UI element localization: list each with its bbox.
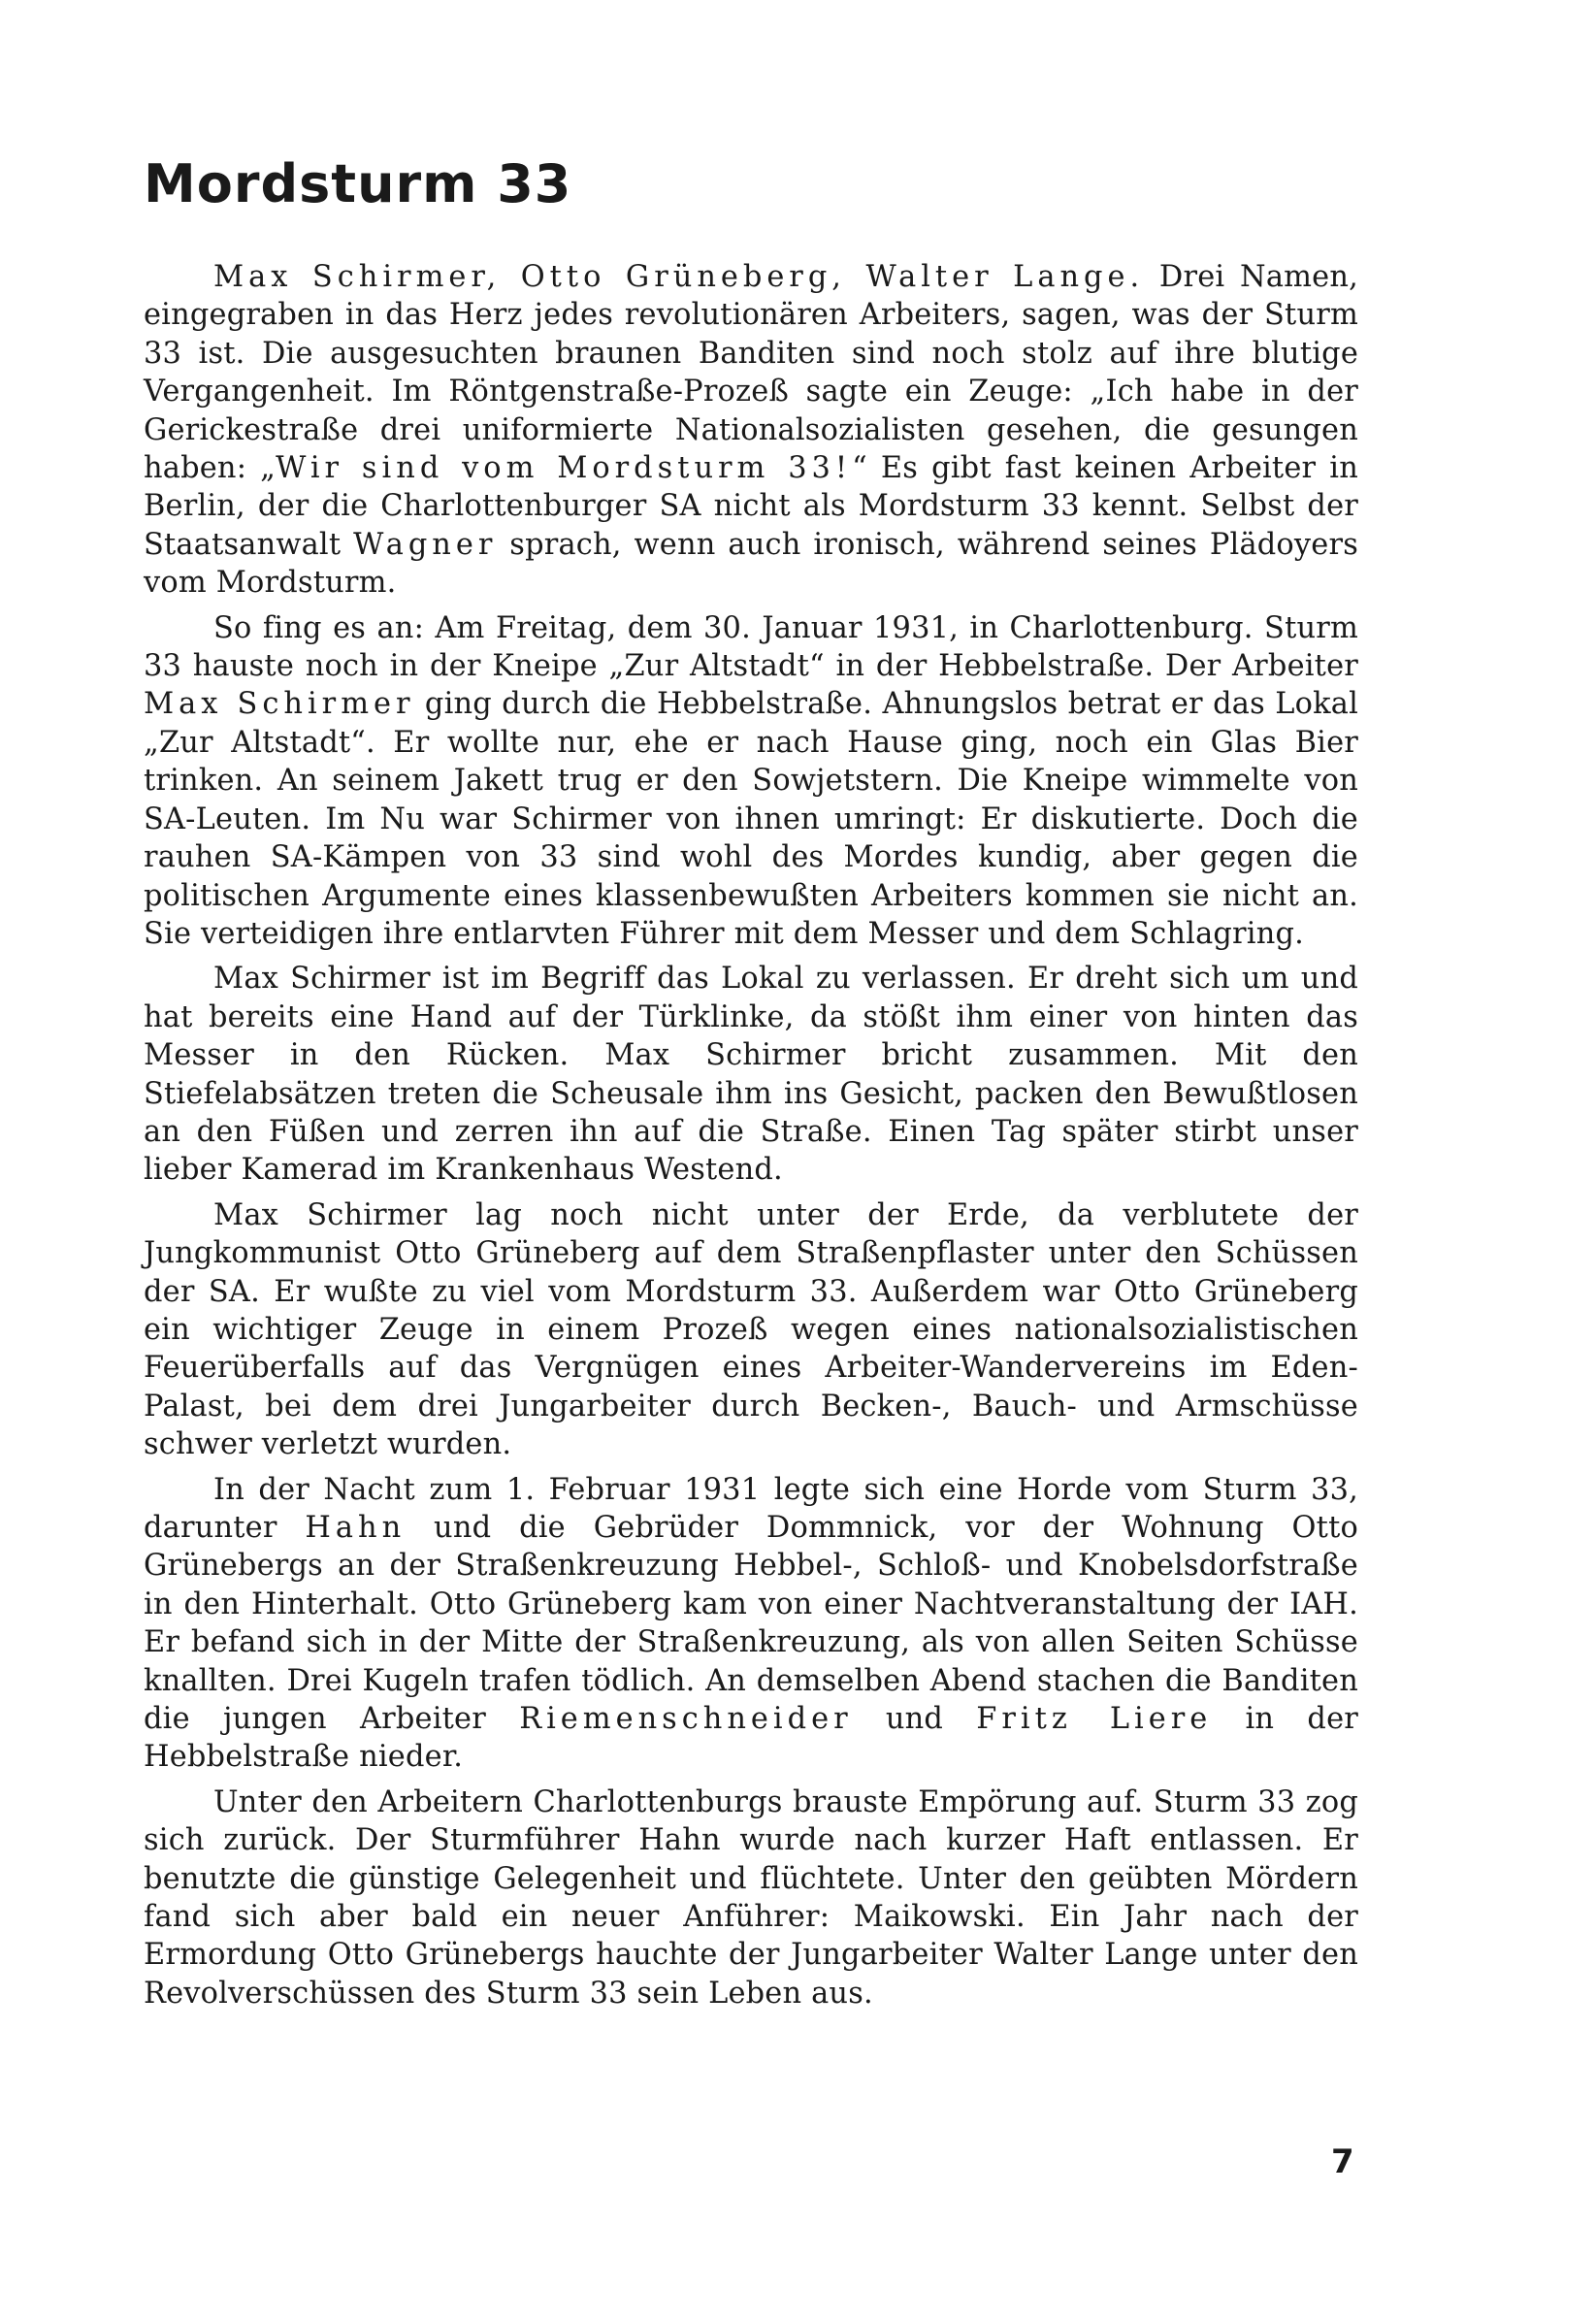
text-segment: in der Hebbelstraße nieder. <box>144 1702 1359 1775</box>
page-number: 7 <box>1331 2143 1354 2181</box>
page-title: Mordsturm 33 <box>144 153 572 214</box>
spaced-name-hahn: Hahn <box>305 1511 407 1545</box>
paragraph-1 <box>144 258 1358 603</box>
paragraph-5 <box>144 1471 1358 1777</box>
text-segment: Max Schirmer ist im Begriff das Lokal zu verlassen. Er dreht sich um und hat bereits eine Hand auf der Türklinke, da stößt ihm einer von hinten das Messer in den Rücken. Max Schirmer bricht zusammen. Mit den Stiefelabsätzen treten die Scheusale ihm ins Gesicht, packen den Bewußtlosen an den Füßen und zerren ihn auf die Straße. Einen Tag später stirbt unser lieber Kamerad im Krankenhaus Westend. <box>144 962 1358 1188</box>
spaced-name-liere: Fritz Liere <box>976 1702 1213 1737</box>
spaced-name-schirmer: Max Schirmer <box>144 687 415 722</box>
text-segment: sprach, wenn auch ironisch, während seines Plädoyers vom Mordsturm. <box>144 527 1358 601</box>
spaced-name-riemenschneider: Riemenschneider <box>519 1702 853 1737</box>
text-segment: Unter den Arbeitern Charlottenburgs brauste Empörung auf. Sturm 33 zog sich zurück. Der Sturmführer Hahn wurde nach kurzer Haft entlassen. Er benutzte die günstige Gelegenheit und flüchtete. Unter den geübten Mördern fand sich aber bald ein neuer Anführer: Maikowski. Ein Jahr nach der Ermordung Otto Grünebergs hauchte der Jungarbeiter Walter Lange unter den Revolverschüssen des Sturm 33 sein Leben aus. <box>144 1784 1358 2011</box>
text-segment: und die Gebrüder Dommnick, vor der Wohnung Otto Grünebergs an der Straßenkreuzung Hebbel-, Schloß- und Knobelsdorfstraße in den Hinterhalt. Otto Grüneberg kam von einer Nachtveranstaltung der IAH. Er befand sich in der Mitte der Straßenkreuzung, als von allen Seiten Schüsse knallten. Drei Kugeln trafen tödlich. An demselben Abend stachen die Banditen die jungen Arbeiter <box>144 1511 1358 1737</box>
paragraph-3 <box>144 960 1358 1189</box>
spaced-names: Max Schirmer, Otto Grüneberg, Walter Lange. <box>213 260 1145 294</box>
spaced-name-wagner: Wagner <box>353 527 498 562</box>
text-segment: In der Nacht zum 1. Februar 1931 legte sich eine Horde vom Sturm 33, darunter <box>144 1472 1358 1545</box>
paragraph-4 <box>144 1196 1358 1464</box>
article-body <box>144 258 1358 2012</box>
paragraph-6 <box>144 1783 1358 2012</box>
text-segment: Max Schirmer lag noch nicht unter der Erde, da verblutete der Jungkommunist Otto Grüneberg auf dem Straßenpflaster unter den Schüssen der SA. Er wußte zu viel vom Mordsturm 33. Außerdem war Otto Grüneberg ein wichtiger Zeuge in einem Prozeß wegen eines nationalsozialistischen Feuerüberfalls auf das Vergnügen eines Arbeiter-Wandervereins im Eden-Palast, bei dem drei Jungarbeiter durch Becken-, Bauch- und Armschüsse schwer verletzt wurden. <box>144 1197 1358 1462</box>
text-segment: und <box>852 1702 977 1737</box>
text-segment: So fing es an: Am Freitag, dem 30. Januar 1931, in Charlottenburg. Sturm 33 hauste noch in der Kneipe „Zur Altstadt“ in der Hebbelstraße. Der Arbeiter <box>144 610 1358 684</box>
text-segment: Drei Namen, eingegraben in das Herz jedes revolutionären Arbeiters, sagen, was der Sturm 33 ist. Die ausgesuchten braunen Banditen sind noch stolz auf ihre blutige Vergangenheit. Im Röntgenstraße-Prozeß sagte ein Zeuge: „Ich habe in der Gerickestraße drei uniformierte Nationalsozialisten gesehen, die gesungen haben: „ <box>144 260 1358 486</box>
paragraph-2 <box>144 609 1358 954</box>
text-segment: “ Es gibt fast keinen Arbeiter in Berlin, der die Charlottenburger SA nicht als Mordsturm 33 kennt. Selbst der Staatsanwalt <box>144 451 1358 562</box>
spaced-quote: Wir sind vom Mordsturm 33! <box>276 451 853 486</box>
text-segment: ging durch die Hebbelstraße. Ahnungslos betrat er das Lokal „Zur Altstadt“. Er wollte nur, ehe er nach Hause ging, noch ein Glas Bier trinken. An seinem Jakett trug er den Sowjetstern. Die Kneipe wimmelte von SA-Leuten. Im Nu war Schirmer von ihnen umringt: Er diskutierte. Doch die rauhen SA-Kämpen von 33 sind wohl des Mordes kundig, aber gegen die politischen Argumente eines klassenbewußten Arbeiters kommen sie nicht an. Sie verteidigen ihre entlarvten Führer mit dem Messer und dem Schlagring. <box>144 687 1358 951</box>
